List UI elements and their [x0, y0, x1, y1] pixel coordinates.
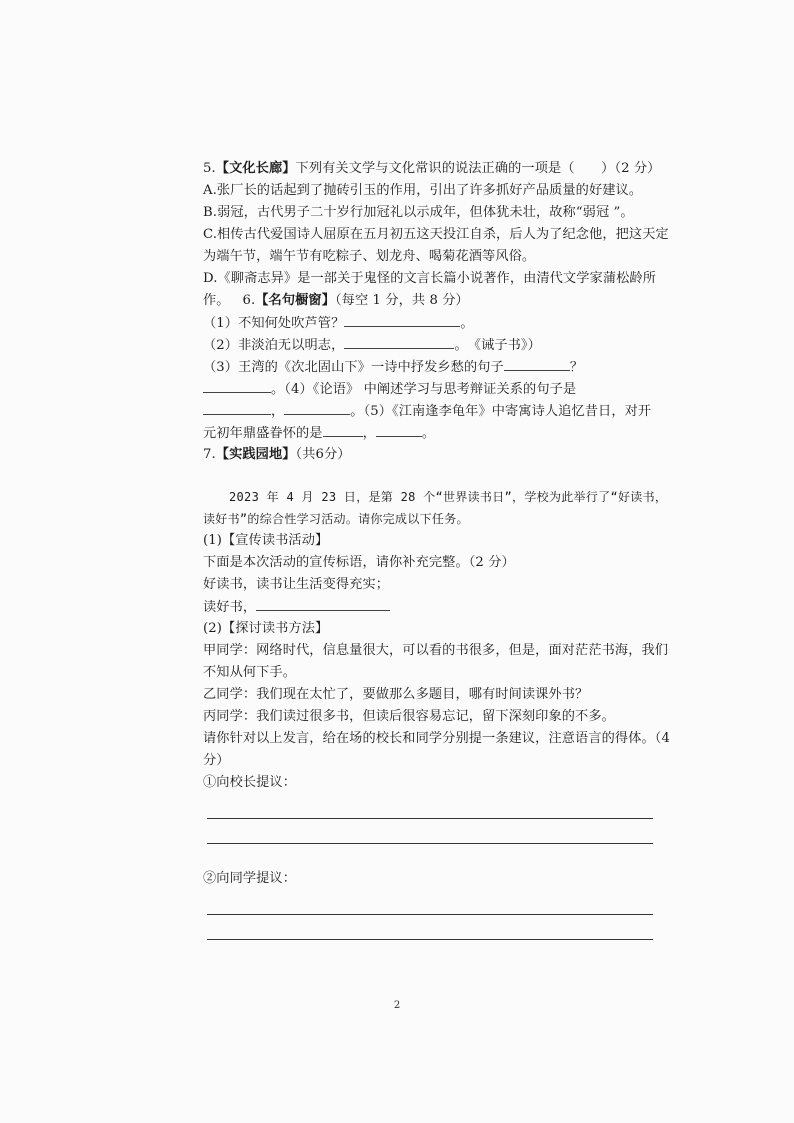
q7-student-c: 丙同学：我们读过很多书，但读后很容易忘记，留下深刻印象的不多。: [203, 709, 615, 724]
q7-prompt-line2: 分）: [203, 753, 230, 768]
q6-header: [203, 290, 673, 312]
q6-item-5-blanks: [203, 422, 673, 444]
classmates-answer-line-1[interactable]: [207, 890, 653, 915]
q7-tag: 【实践园地】: [215, 447, 296, 462]
q6-item-1: [203, 312, 673, 334]
q7-student-a-line1: 甲同学：网络时代，信息量很大，可以看的书很多，但是，面对茫茫书海，我们: [203, 643, 669, 658]
exam-content: [203, 158, 673, 940]
q7-student-a-line2: 不知从何下手。: [203, 665, 297, 680]
q7-student-b: 乙同学：我们现在太忙了，要做那么多题目，哪有时间读课外书？: [203, 687, 589, 702]
q7-slogan-blank[interactable]: [256, 596, 390, 611]
q7-slogan-1: 好读书，读书让生活变得充实；: [203, 577, 390, 592]
q6-item-3: [203, 356, 673, 378]
q6-score: （每空 1 分，共 8 分）: [335, 293, 469, 308]
q6-item-4-text: 。（4）《论语》 中阐述学习与思考辩证关系的句子是: [271, 382, 577, 397]
q6-item-5-text-2: 元初年鼎盛眷怀的是: [203, 426, 323, 441]
principal-answer-line-2[interactable]: [207, 819, 653, 844]
q7-task1-title: (1)【宣传读书活动】: [203, 533, 329, 548]
q6-tag: 【名句橱窗】: [255, 293, 335, 308]
q6-item-2-source: 。 《诫子书》）: [454, 338, 541, 353]
q6-blank-8[interactable]: [376, 422, 422, 437]
q7-task1-desc: 下面是本次活动的宣传标语，请你补充完整。（2 分）: [203, 555, 515, 570]
q6-blank-6[interactable]: [284, 400, 350, 415]
q5-option-a: A.张厂长的话起到了抛砖引玉的作用，引出了许多抓好产品质量的好建议。: [203, 183, 643, 198]
q6-item-2: [203, 334, 673, 356]
q6-item-5-text: 。（5）《江南逢李龟年》中寄寓诗人追忆昔日，对开: [350, 404, 652, 419]
q7-intro-line2: 读好书”的综合性学习活动。请你完成以下任务。: [203, 512, 469, 526]
q6-sep-1: ，: [271, 404, 285, 419]
q6-blank-1[interactable]: [344, 312, 460, 327]
q7-slogan-2-text: 读好书，: [203, 600, 257, 615]
principal-answer-line-1[interactable]: [207, 794, 653, 819]
q5-stem: [203, 158, 673, 180]
classmates-answer-line-2[interactable]: [207, 915, 653, 940]
q6-item-2-text: （2）非淡泊无以明志，: [203, 338, 345, 353]
q6-item-1-end: 。: [460, 316, 474, 331]
q7-score: （共6分）: [295, 447, 351, 462]
q5-option-b: B.弱冠，古代男子二十岁行加冠礼以示成年，但体犹未壮，故称“弱冠 ”。: [203, 205, 634, 220]
q7-intro-line1: 2023 年 4 月 23 日，是第 28 个“世界读书日”，学校为此举行了“好读书，: [229, 490, 668, 504]
q6-number: 6.: [242, 293, 256, 308]
spacer: [203, 844, 673, 868]
q6-blank-2[interactable]: [344, 334, 454, 349]
q7-prompt-line1: 请你针对以上发言，给在场的校长和同学分别提一条建议，注意语言的得体。（4: [203, 731, 670, 746]
q6-item-3-end: ？: [569, 360, 584, 375]
q7-slogan-2: [203, 596, 673, 618]
q5-option-c-line2: 为端午节，端午节有吃粽子、划龙舟、喝菊花酒等风俗。: [203, 249, 536, 264]
q6-item-3-text: （3）王湾的《次北固山下》一诗中抒发乡愁的句子: [203, 360, 504, 375]
q6-period: 。: [421, 426, 436, 441]
q6-blank-7[interactable]: [323, 422, 363, 437]
q6-sep-2: ，: [362, 426, 376, 441]
q5-option-d-line2: 作。: [203, 293, 230, 308]
q5-question: 下列有关文学与文化常识的说法正确的一项是（ ）（2 分）: [295, 161, 661, 176]
q6-blank-4[interactable]: [203, 378, 271, 393]
q7-header: [203, 444, 673, 466]
q7-task2-title: (2)【探讨读书方法】: [203, 621, 329, 636]
q5-tag: 【文化长廊】: [215, 161, 296, 176]
q6-blank-5[interactable]: [203, 400, 271, 415]
q7-to-classmates-label: ②向同学提议：: [203, 871, 297, 886]
spacer: [203, 466, 673, 486]
q6-item-4-blanks: [203, 400, 673, 422]
q5-number: 5.: [203, 161, 216, 176]
q6-item-1-text: （1）不知何处吹芦管？: [203, 316, 345, 331]
q5-option-c-line1: C.相传古代爱国诗人屈原在五月初五这天投江自杀，后人为了纪念他，把这天定: [203, 227, 669, 242]
q6-item-4: [203, 378, 673, 400]
q5-option-d-line1: D.《聊斋志异》是一部关于鬼怪的文言长篇小说著作，由清代文学家蒲松龄所: [203, 271, 656, 286]
page-number: 2: [393, 1000, 401, 1011]
q7-number: 7.: [203, 447, 216, 462]
q7-to-principal-label: ①向校长提议：: [203, 775, 297, 790]
q6-blank-3[interactable]: [504, 356, 570, 371]
